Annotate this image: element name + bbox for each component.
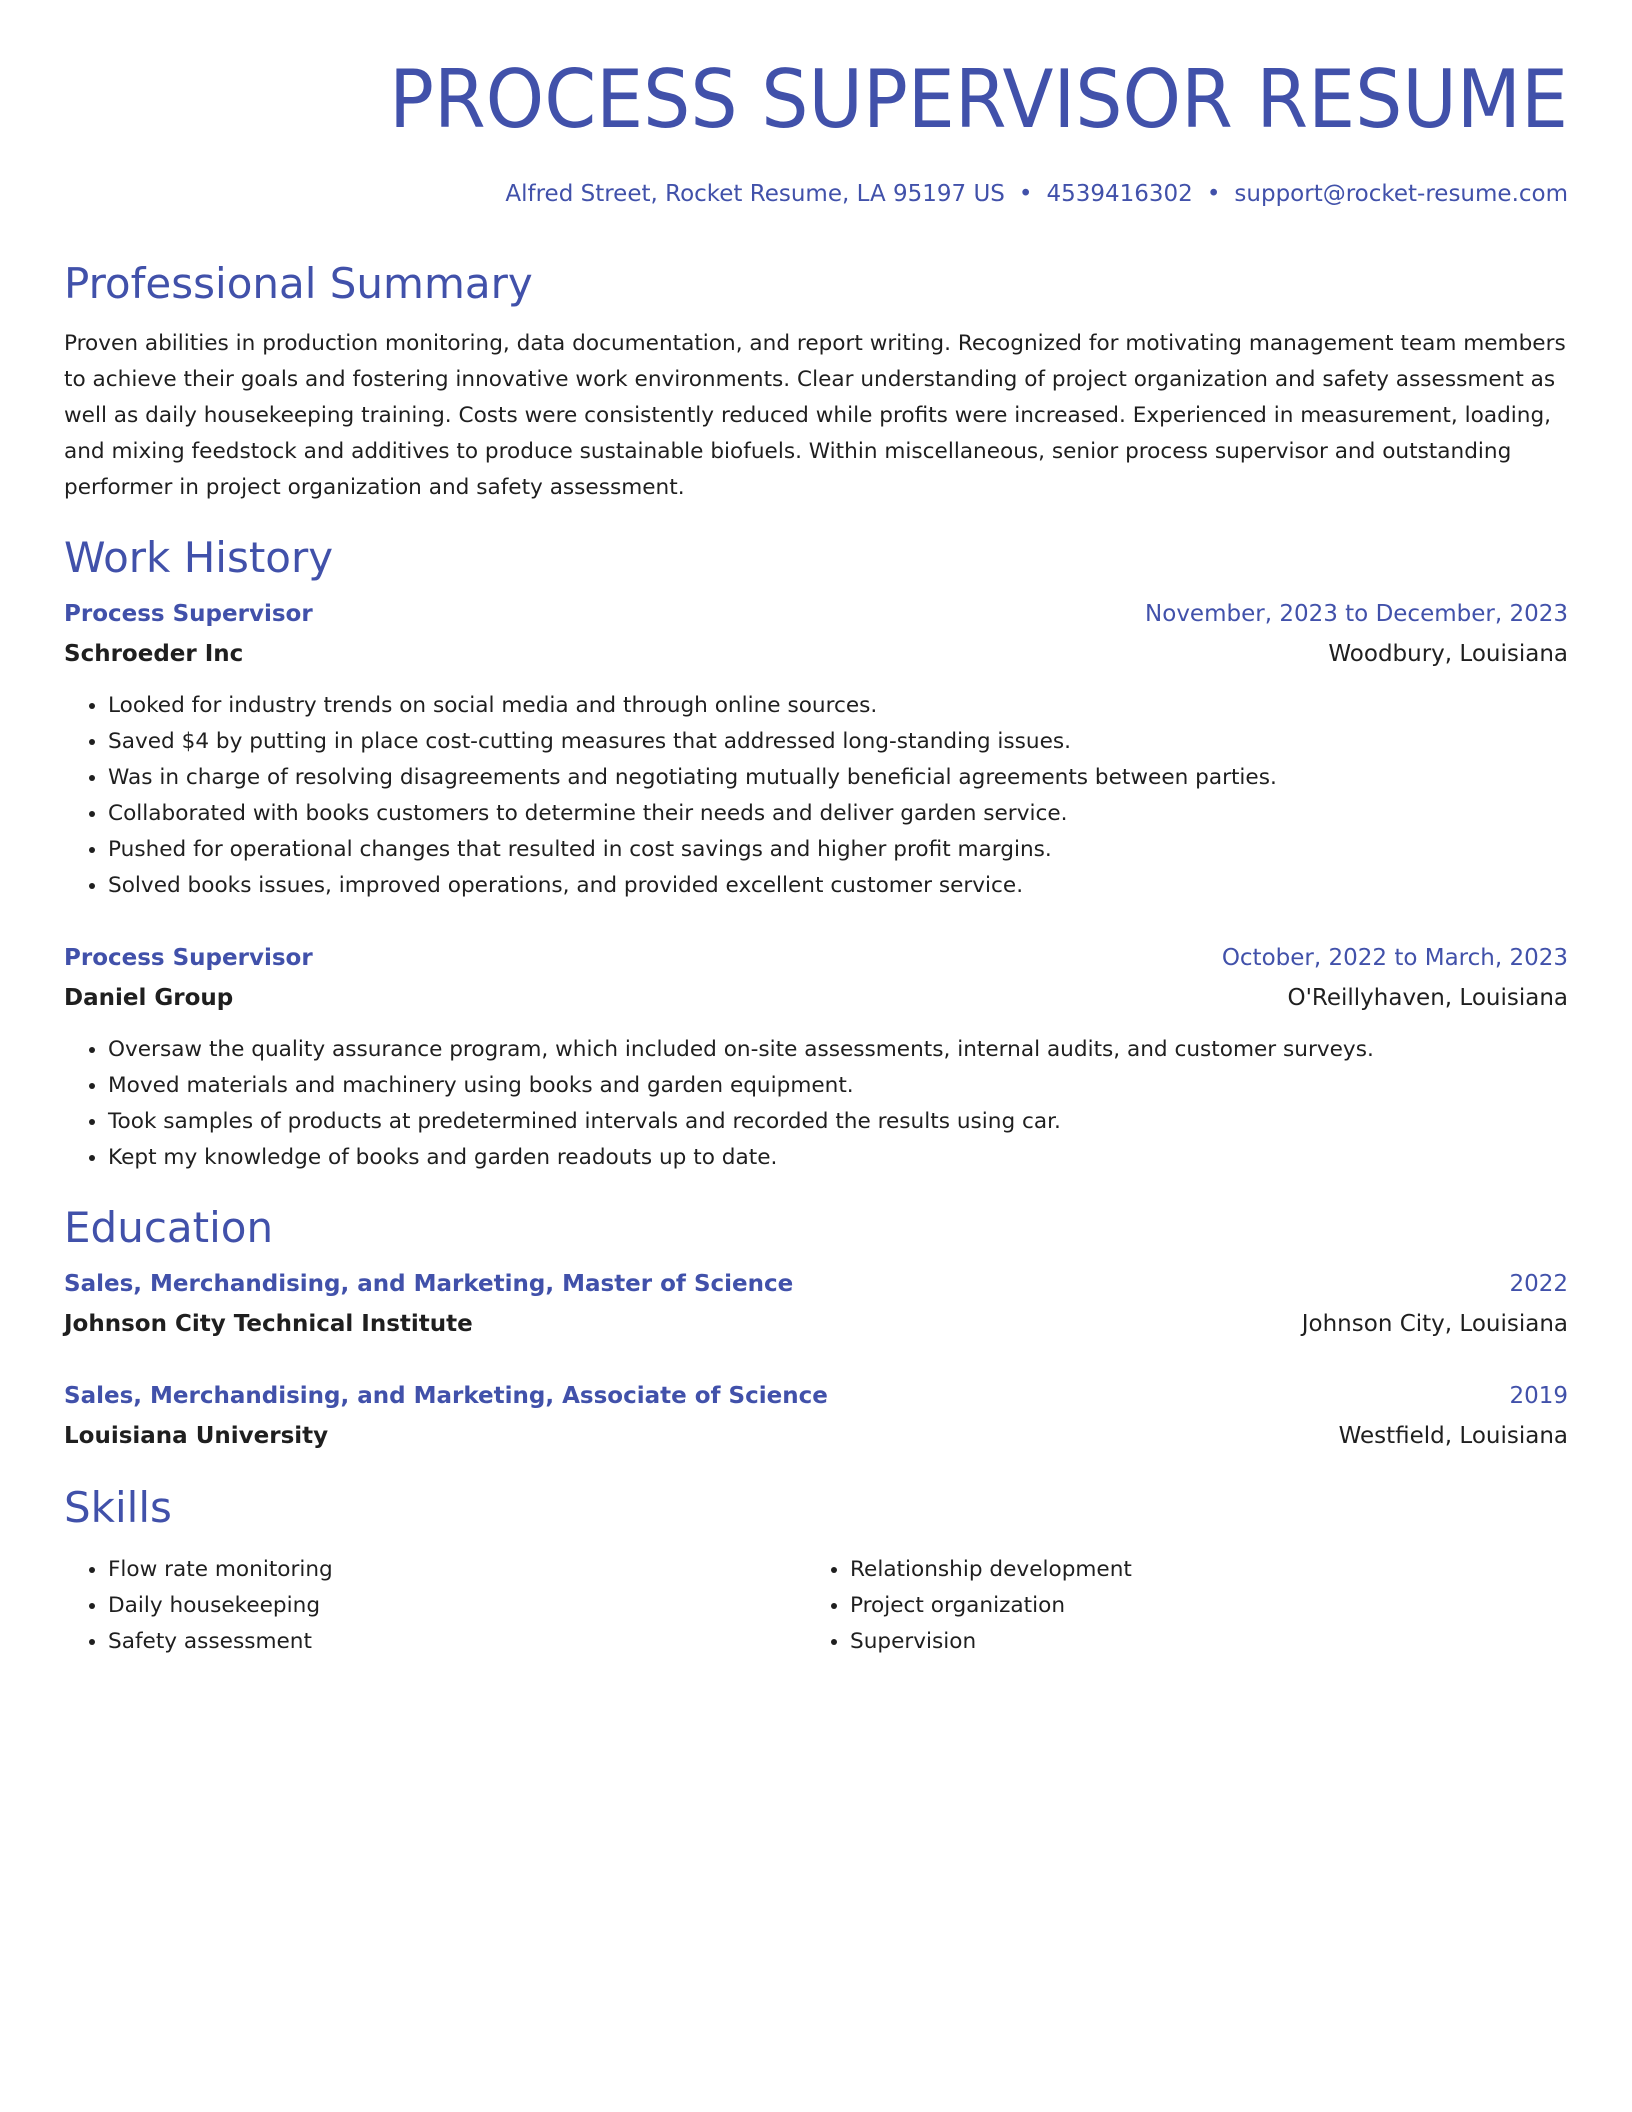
work-history-heading: Work History xyxy=(64,533,334,582)
summary-heading: Professional Summary xyxy=(64,259,533,308)
education-heading: Education xyxy=(64,1203,274,1252)
education-school: Johnson City Technical Institute xyxy=(64,1311,473,1337)
job-title-row xyxy=(64,942,1568,974)
skills-column-right xyxy=(806,1552,1548,1660)
job-dates: November, 2023 to December, 2023 xyxy=(1145,601,1568,627)
education-entry xyxy=(64,1268,1568,1340)
job-bullet: • Kept my knowledge of books and garden readouts up to date. xyxy=(108,1140,1568,1176)
skill-item: • Supervision xyxy=(850,1624,1548,1660)
education-school-row xyxy=(64,1420,1568,1452)
job-bullet: • Saved $4 by putting in place cost-cutting measures that addressed long-standing issues. xyxy=(108,724,1568,760)
skill-item: • Flow rate monitoring xyxy=(108,1552,806,1588)
skill-item: • Project organization xyxy=(850,1588,1548,1624)
job-bullet: • Was in charge of resolving disagreements and negotiating mutually beneficial agreements between parties. xyxy=(108,760,1568,796)
resume-page xyxy=(64,50,1568,1660)
job-entry xyxy=(64,598,1568,904)
resume-title: PROCESS SUPERVISOR RESUME xyxy=(389,53,1568,146)
job-location: Woodbury, Louisiana xyxy=(1328,641,1568,667)
job-bullet: • Took samples of products at predetermined intervals and recorded the results using car. xyxy=(108,1104,1568,1140)
contact-email: support@rocket-resume.com xyxy=(1234,181,1568,207)
skill-item: • Daily housekeeping xyxy=(108,1588,806,1624)
education-degree: Sales, Merchandising, and Marketing, Associate of Science xyxy=(64,1383,828,1409)
contact-address: Alfred Street, Rocket Resume, LA 95197 US xyxy=(505,181,1005,207)
skill-item: • Safety assessment xyxy=(108,1624,806,1660)
job-bullet: • Looked for industry trends on social media and through online sources. xyxy=(108,688,1568,724)
education-degree-row xyxy=(64,1268,1568,1300)
job-bullets xyxy=(64,1032,1568,1176)
skill-item: • Relationship development xyxy=(850,1552,1548,1588)
education-degree-row xyxy=(64,1380,1568,1412)
job-employer-row xyxy=(64,638,1568,670)
job-bullet: • Moved materials and machinery using books and garden equipment. xyxy=(108,1068,1568,1104)
skills-column-left xyxy=(64,1552,806,1660)
job-dates: October, 2022 to March, 2023 xyxy=(1221,945,1568,971)
job-employer: Daniel Group xyxy=(64,985,234,1011)
job-bullet: • Solved books issues, improved operations, and provided excellent customer service. xyxy=(108,868,1568,904)
contact-separator: • xyxy=(1018,181,1033,207)
skills-grid xyxy=(64,1552,1568,1660)
education-year: 2022 xyxy=(1509,1271,1568,1297)
education-school: Louisiana University xyxy=(64,1423,329,1449)
contact-line xyxy=(64,178,1568,210)
education-degree: Sales, Merchandising, and Marketing, Master of Science xyxy=(64,1271,794,1297)
education-entry xyxy=(64,1380,1568,1452)
contact-separator: • xyxy=(1206,181,1221,207)
job-title-row xyxy=(64,598,1568,630)
job-entry xyxy=(64,942,1568,1176)
summary-text: Proven abilities in production monitoring, data documentation, and report writing. Recognized for motivating management team members to achieve their goals and fostering innovative work environments. Clear understanding of project organization and safety assessment as well as daily housekeeping training. Costs were consistently reduced while profits were increased. Experienced in measurement, loading, and mixing feedstock and additives to produce sustainable biofuels. Within miscellaneous, senior process supervisor and outstanding performer in project organization and safety assessment. xyxy=(64,331,1566,500)
job-bullet: • Oversaw the quality assurance program, which included on-site assessments, internal audits, and customer surveys. xyxy=(108,1032,1568,1068)
job-employer-row xyxy=(64,982,1568,1014)
education-location: Westfield, Louisiana xyxy=(1338,1423,1568,1449)
skills-heading: Skills xyxy=(64,1483,172,1532)
education-school-row xyxy=(64,1308,1568,1340)
job-bullet: • Collaborated with books customers to determine their needs and deliver garden service. xyxy=(108,796,1568,832)
job-location: O'Reillyhaven, Louisiana xyxy=(1287,985,1568,1011)
job-bullets xyxy=(64,688,1568,904)
job-title: Process Supervisor xyxy=(64,945,313,971)
education-location: Johnson City, Louisiana xyxy=(1301,1311,1568,1337)
education-year: 2019 xyxy=(1509,1383,1568,1409)
contact-phone: 4539416302 xyxy=(1046,181,1193,207)
job-title: Process Supervisor xyxy=(64,601,313,627)
job-employer: Schroeder Inc xyxy=(64,641,244,667)
job-bullet: • Pushed for operational changes that resulted in cost savings and higher profit margins. xyxy=(108,832,1568,868)
